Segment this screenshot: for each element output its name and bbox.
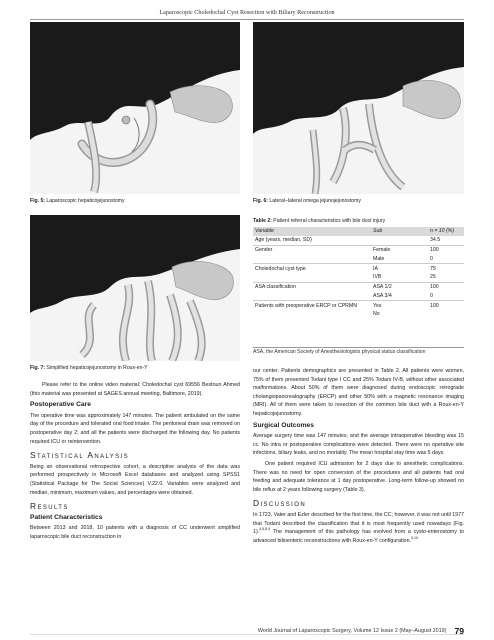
table-row: Age (years, median, SD) 34.5 [255,237,441,244]
table-row: ASA 3/4 0 [373,292,433,299]
table-row: ASA classification ASA 1/2 100 [253,282,464,291]
header-rule [30,19,464,20]
header-n: n = 10 (%) [428,227,464,236]
table-header-row [253,227,464,236]
patient-characteristics-heading: Patient Characteristics [30,513,103,521]
table-row: IVB 25 [373,274,436,281]
table-row: Choledochal cyst type IA 75 [253,264,464,273]
demographics-paragraph: our center. Patients demographics are presented in Table 2. All patients were women, 75% of them presented Todani type I CC and 25% Todani IV-B, without other associated malformations. About 50% of them were diagnosed during endoscopic retrograde cholangiopancreatography (ERCP) and other 50% with a magnetic resonance imaging (MRI). All of them were taken to resection of the common bile duct with a Roux-en-Y hepaticojejunostomy. [253,368,464,417]
right-column [253,367,464,547]
patient-paragraph: Between 2013 and 2018, 10 patients with a diagnosis of CC underwent simplified laparoscopic bile duct reconstruction in [30,525,240,540]
figure-7-illustration [30,215,240,361]
discussion-heading: Discussion [253,498,307,509]
figure-5-caption: Fig. 5: Laparoscopic hepaticojejunostomy [30,198,125,204]
table-2-note: ASA, the American Society of Anesthesiologists physical status classification [253,349,426,355]
figure-6-caption: Fig. 6: Lateral–lateral omega jejunojejunostomy [253,198,361,204]
table-bottom-rule [253,347,464,348]
table-row: Male 0 [373,255,433,262]
left-column [30,381,240,544]
header-sub: Sub [371,227,428,236]
postop-paragraph: The operative time was approximately 147 minutes. The patient ambulated on the same day of the procedure and tolerated oral food intake. The peritoneal drain was removed on postoperative day 2; and all the patients were discharged the following day. No patients required ICU or reintervention. [30,412,240,445]
figure-5-illustration [30,22,240,194]
jejunojejunostomy-drawing [253,22,464,194]
video-note: Please refer to the online video material: Choledochal cyst 69556 Bestoun Ahmed (this material was presented at SAGES annual meeting, Baltimore, 2019). [30,382,240,397]
statistical-paragraph: Being an observational retrospective cohort, a descriptive analysis of the data was performed prospectively in Microsoft Excel databases and analyzed using SPSS1 (Statistical Package for The Social Sciences) V.22.0. Variables were analyzed and median, minimum, maximum values, and percentages were obtained. [30,463,240,496]
table-row: Patients with preoperative ERCP or CPRMN Yes 100 [253,301,464,310]
results-heading: Results [30,501,69,512]
running-head: Laparoscopic Choledochal Cyst Resection with Biliary Reconstruction [159,9,335,16]
hepaticojejunostomy-drawing [30,22,240,194]
table-row: Gender Female 100 [253,245,464,254]
journal-citation: World Journal of Laparoscopic Surgery, Volume 12 Issue 2 (May–August 2019) [257,628,447,634]
surgical-paragraph-1: Average surgery time was 147 minutes; and the average intraoperative bleeding was 15 cc. No intra or postoperative complications were detected. There were no operative site infections, biliary leaks, and no mortality. The mean hospital stay time was 5 days. [253,433,464,457]
table-row: No [373,311,380,318]
footer-rule [30,634,464,635]
header-variable: Variable [253,227,371,236]
figure-6-illustration [253,22,464,194]
statistical-analysis-heading: Statistical Analysis [30,450,130,461]
figure-7-caption: Fig. 7: Simplified hepaticojejunostomy in Roux-en-Y [30,365,148,371]
table-2 [253,227,464,319]
postop-heading: Postoperative Care [30,401,91,409]
surgical-outcomes-heading: Surgical Outcomes [253,421,314,429]
table-2-caption: Table 2: Patient referral characteristics with bile duct injury [253,218,386,224]
surgical-paragraph-2: One patient required ICU admission for 2 days due to anesthetic complications. There was no need for open conversion of the procedures and all patients had oral feeding and adequate tolerance at 1 day postoperative. Long-term follow-up showed no bile reflux at 2 years following surgery (Table 3). [253,460,464,493]
discussion-paragraph: In 1723, Vater and Ezler described for the first time, the CC; however, it was not until 1977 that Todani described the classification that it is most frequently used nowadays (Fig. 1).$^{4,5,8,9}$ The management of this pathology has evolved from a cysto-enterostomy to advanced bilioenteric reconstructions with Roux-en-Y configuration.$^{5,10}$ [253,511,465,544]
roux-en-y-drawing [30,215,240,361]
page-number: 79 [454,626,464,636]
